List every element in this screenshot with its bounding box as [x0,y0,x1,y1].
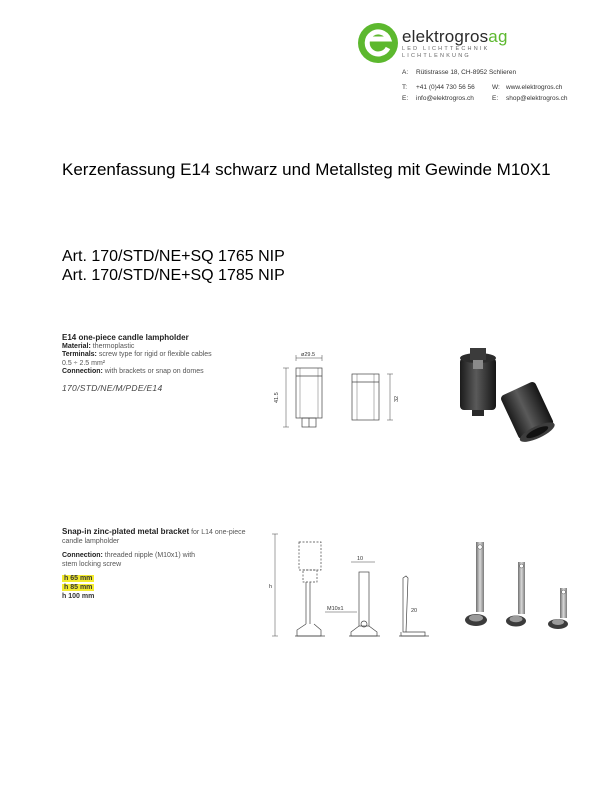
contact-phone: T: +41 (0)44 730 56 56 [402,84,475,91]
article-number-2: Art. 170/STD/NE+SQ 1785 NIP [62,267,285,284]
dim-thread: M10x1 [327,606,344,612]
page-title: Kerzenfassung E14 schwarz und Metallsteg mit Gewinde M10X1 [62,160,551,179]
bracket-photo [454,536,584,636]
company-tagline: LED LICHTTECHNIK LICHTLENKUNG [402,46,490,59]
dim-h: h [269,584,273,590]
company-logo-icon [357,22,399,64]
contact-address: A: Rütistrasse 18, CH-8952 Schlieren [402,69,517,76]
dim-diameter: ø29.5 [301,352,316,358]
lampholder-spec: E14 one-piece candle lampholder Material: thermoplastic Terminals: screw type for rigid or flexible cables 0.5 ÷ 2.5 mm² Connection: with brackets or snap on domes 170/STD/NE/M/PDE/E14 [62,334,272,393]
bracket-technical-drawing [265,532,435,644]
dim-height-2: 32 [394,395,400,402]
contact-shop-email[interactable]: E: shop@elektrogros.ch [492,95,568,102]
dim-10: 10 [357,556,364,562]
lampholder-photo [448,340,560,442]
contact-web[interactable]: W: www.elektrogros.ch [492,84,563,91]
bracket-spec: Snap-in zinc-plated metal bracket for L14 one-piece candle lampholder Connection: threaded nipple (M10x1) with stem locking screw h 65 mm h 85 mm h 100 mm [62,527,246,600]
height-option-85: h 85 mm [64,583,93,591]
height-option-100: h 100 mm [62,592,95,600]
company-name: elektrogrosag [402,27,508,46]
height-option-65: h 65 mm [64,575,93,583]
article-number-1: Art. 170/STD/NE+SQ 1765 NIP [62,248,285,265]
dim-height: 41.5 [274,392,280,403]
contact-email[interactable]: E: info@elektrogros.ch [402,95,474,102]
lampholder-model: 170/STD/NE/M/PDE/E14 [62,382,163,393]
lampholder-technical-drawing [270,348,405,433]
lampholder-title: E14 one-piece candle lampholder [62,333,189,342]
dim-20: 20 [411,608,418,614]
